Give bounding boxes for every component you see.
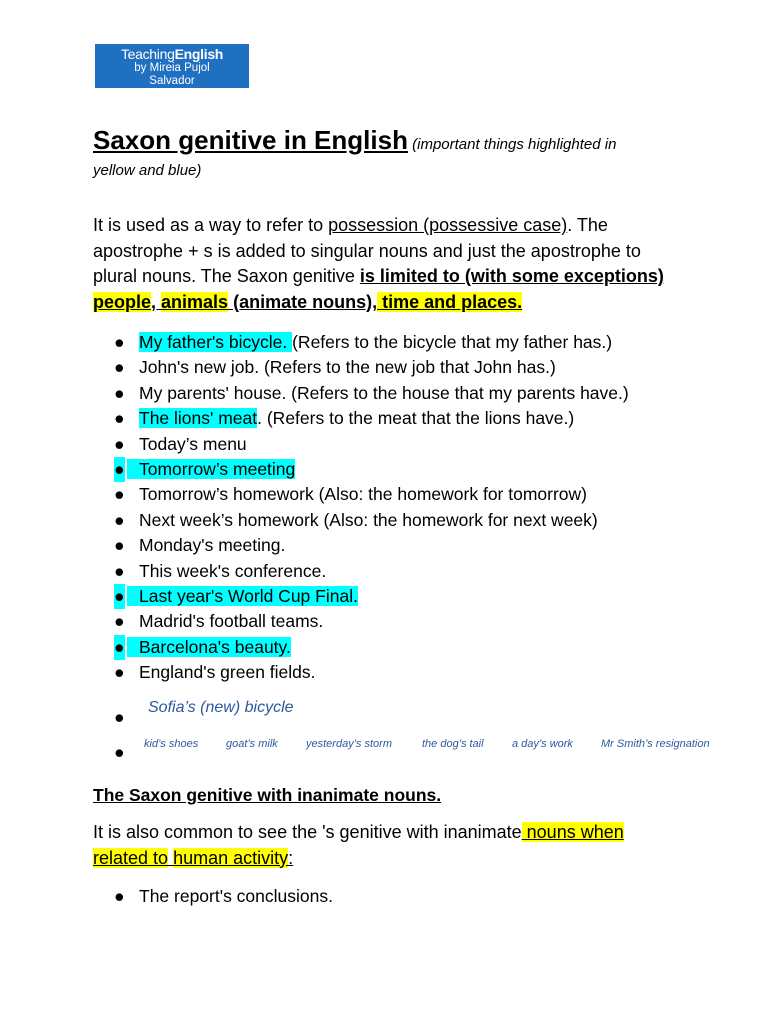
- bullet-dot: ●: [114, 560, 125, 581]
- list-item: [112, 660, 629, 685]
- example-text: (Refers to the bicycle that my father has.): [292, 332, 613, 352]
- list-item: [112, 559, 629, 584]
- logo-author-line2: Salvador: [149, 74, 195, 87]
- list-item: [112, 584, 629, 609]
- example-text: Next week’s homework (Also: the homework for next week): [139, 509, 598, 530]
- bullet-dot: ●: [114, 433, 125, 454]
- example-text: Today’s menu: [139, 433, 247, 454]
- example-text: England's green fields.: [139, 662, 316, 683]
- image-example-label: the dog’s tail: [422, 738, 484, 750]
- example-text: This week's conference.: [139, 560, 327, 581]
- title-block: [93, 123, 693, 184]
- bullet-dot: ●: [114, 357, 125, 378]
- highlighted-example: The lions' meat: [139, 408, 258, 429]
- example-text: Tomorrow’s homework (Also: the homework for tomorrow): [139, 484, 588, 505]
- list-item: [112, 381, 629, 406]
- list-item: [112, 432, 629, 457]
- image-example-label: Mr Smith’s resignation: [601, 738, 710, 750]
- list-item: [112, 457, 629, 482]
- logo-brand-bold: English: [174, 46, 224, 62]
- image-example-label: kid’s shoes: [144, 738, 199, 750]
- list-item: [112, 609, 629, 634]
- page-subtitle-continued: yellow and blue): [93, 162, 202, 179]
- list-item: [112, 508, 629, 533]
- human-activity-highlight: human activity: [173, 847, 289, 868]
- examples-list: [112, 330, 629, 686]
- list-item: [112, 330, 629, 355]
- bullet-dot: ●: [114, 484, 125, 505]
- bullet-dot: ●: [114, 662, 125, 683]
- time-places-highlight: time and places.: [377, 291, 523, 312]
- list-item: [112, 884, 333, 909]
- nouns-highlight: nouns when related to: [93, 822, 624, 868]
- bullet-dot: ●: [114, 332, 125, 352]
- bullet-dot: ●: [114, 742, 125, 762]
- list-item: [112, 406, 629, 431]
- example-text: The report's conclusions.: [139, 886, 333, 906]
- example-text: Madrid's football teams.: [139, 611, 324, 632]
- inanimate-examples-list: [112, 884, 333, 909]
- highlighted-example: My father's bicycle.: [139, 332, 293, 352]
- bullet-dot: ●: [114, 457, 125, 482]
- bullet-dot: ●: [114, 635, 125, 660]
- bullet-dot: ●: [114, 886, 125, 906]
- bullet-dot: ●: [114, 611, 125, 632]
- logo-brand-light: Teaching: [120, 46, 175, 62]
- bullet-dot: ●: [114, 382, 125, 403]
- highlighted-example: Tomorrow’s meeting: [127, 459, 295, 479]
- bullet-dot: ●: [114, 584, 125, 609]
- list-item: [112, 482, 629, 507]
- people-highlight: people: [93, 291, 152, 312]
- inanimate-paragraph: It is also common to see the 's genitive with inanimate nouns when related to human activity:: [93, 822, 624, 868]
- example-text: My parents' house. (Refers to the house that my parents have.): [139, 382, 629, 403]
- image-example-label: yesterday’s storm: [306, 738, 392, 750]
- possession-term: possession (possessive case): [328, 215, 568, 235]
- section-heading-inanimate: The Saxon genitive with inanimate nouns.: [93, 785, 442, 805]
- list-item: [112, 355, 629, 380]
- example-text: John's new job. (Refers to the new job that John has.): [139, 357, 556, 378]
- image-example-label: a day’s work: [512, 738, 573, 750]
- list-item: [112, 533, 629, 558]
- bullet-dot: ●: [114, 535, 125, 556]
- logo-author-line1: by Mireia Pujol: [134, 62, 210, 74]
- image-examples-strip: [142, 736, 722, 756]
- intro-paragraph: It is used as a way to refer to possession (possessive case). The apostrophe + s is added to singular nouns and just the apostrophe to plural nouns. The Saxon genitive is limited to (with some exceptions) people, animals (animate nouns), time and places.: [93, 215, 664, 312]
- example-text: . (Refers to the meat that the lions have.): [257, 408, 575, 429]
- page-subtitle: (important things highlighted in: [407, 136, 617, 153]
- list-item: [112, 635, 629, 660]
- image-caption: Sofia’s (new) bicycle: [148, 699, 294, 716]
- bullet-dot: ●: [114, 707, 125, 727]
- bullet-dot: ●: [114, 408, 125, 429]
- teaching-english-logo: [95, 44, 249, 88]
- highlighted-example: Barcelona's beauty.: [127, 637, 291, 657]
- page-title: Saxon genitive in English: [93, 125, 408, 155]
- example-text: Monday's meeting.: [139, 535, 286, 556]
- highlighted-example: Last year's World Cup Final.: [127, 586, 358, 606]
- bullet-dot: ●: [114, 509, 125, 530]
- animals-highlight: animals: [161, 291, 229, 312]
- image-example-label: goat’s milk: [226, 738, 278, 750]
